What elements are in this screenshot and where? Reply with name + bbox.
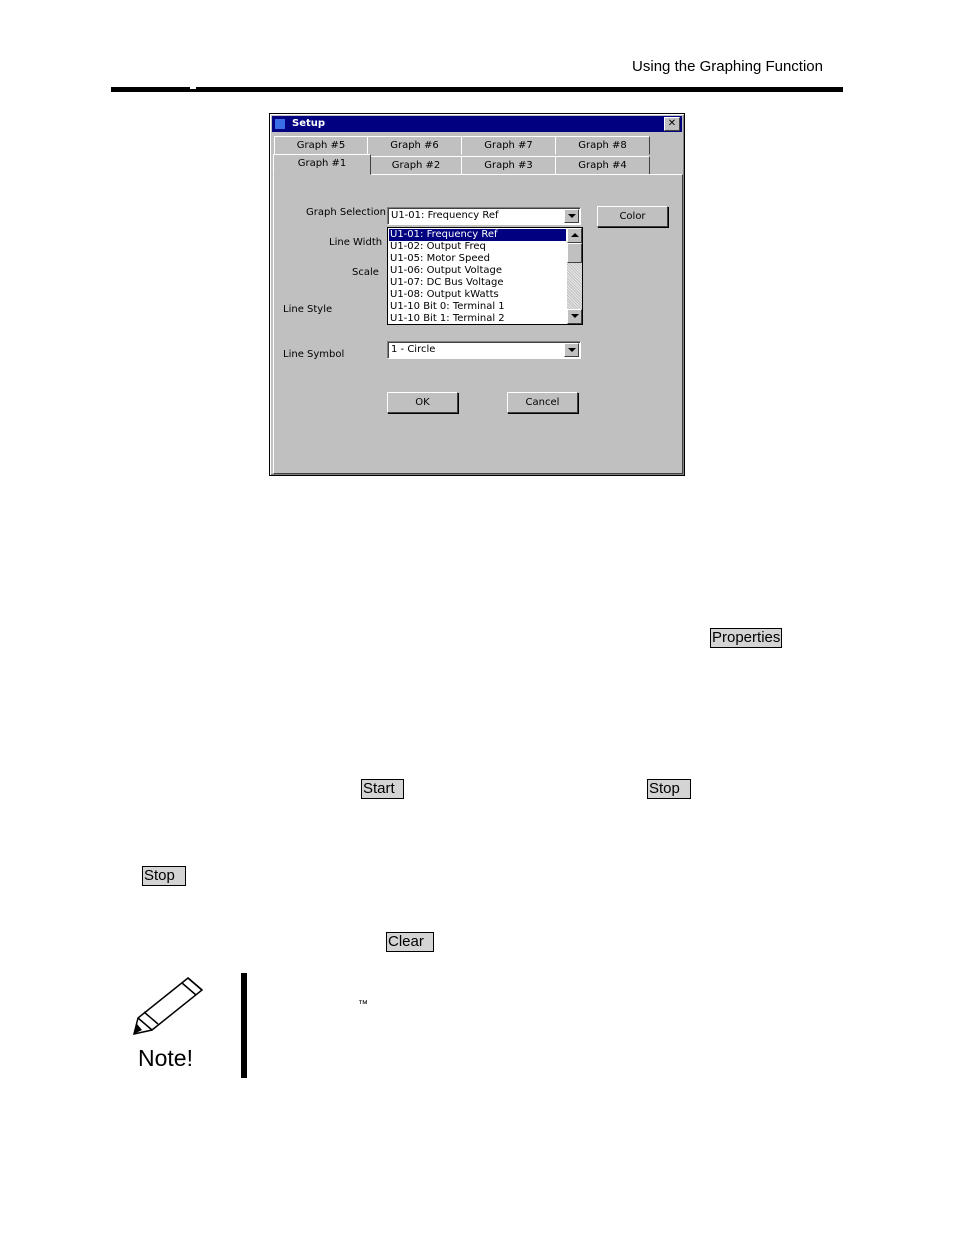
- line-style-label: Line Style: [283, 304, 333, 315]
- note-bar: [241, 973, 247, 1078]
- scroll-up-icon[interactable]: [567, 228, 582, 243]
- tab-graph-6[interactable]: Graph #6: [367, 136, 462, 155]
- dialog-titlebar[interactable]: [272, 116, 682, 132]
- stop-button-2: Stop: [142, 866, 186, 886]
- list-item[interactable]: U1-10 Bit 0: Terminal 1: [390, 301, 505, 312]
- tab-graph-1[interactable]: Graph #1: [273, 154, 371, 175]
- pencil-icon: [128, 974, 208, 1038]
- scroll-down-icon[interactable]: [567, 309, 582, 324]
- list-item[interactable]: U1-05: Motor Speed: [390, 253, 490, 264]
- start-button: Start: [361, 779, 404, 799]
- graph-selection-list[interactable]: [387, 227, 583, 325]
- tab-graph-3[interactable]: Graph #3: [461, 156, 556, 175]
- list-item[interactable]: U1-08: Output kWatts: [390, 289, 499, 300]
- dialog-title: Setup: [292, 118, 326, 129]
- list-item[interactable]: U1-06: Output Voltage: [390, 265, 502, 276]
- header-rule-notch: [190, 87, 196, 89]
- tab-graph-4[interactable]: Graph #4: [555, 156, 650, 175]
- list-item[interactable]: U1-01: Frequency Ref: [389, 229, 566, 241]
- graph-selection-label: Graph Selection: [306, 207, 386, 218]
- ok-button[interactable]: OK: [387, 392, 458, 413]
- chevron-down-icon[interactable]: [564, 343, 579, 357]
- trademark-symbol: ™: [358, 999, 368, 1010]
- line-symbol-label: Line Symbol: [283, 349, 345, 360]
- close-icon[interactable]: ✕: [664, 117, 680, 131]
- setup-dialog: [269, 113, 685, 476]
- tab-graph-5[interactable]: Graph #5: [274, 136, 368, 155]
- list-item[interactable]: U1-02: Output Freq: [390, 241, 486, 252]
- line-symbol-dropdown[interactable]: [387, 341, 581, 359]
- tab-graph-7[interactable]: Graph #7: [461, 136, 556, 155]
- tab-graph-8[interactable]: Graph #8: [555, 136, 650, 155]
- properties-button: Properties: [712, 629, 781, 646]
- header-rule: [111, 87, 843, 92]
- graph-selection-dropdown[interactable]: [387, 207, 581, 225]
- graph-selection-value: U1-01: Frequency Ref: [391, 210, 499, 221]
- line-width-label: Line Width: [329, 237, 383, 248]
- cancel-button[interactable]: Cancel: [507, 392, 578, 413]
- header-title: Using the Graphing Function: [632, 58, 823, 75]
- clear-button: Clear: [386, 932, 434, 952]
- scale-label: Scale: [352, 267, 379, 278]
- tab-graph-2[interactable]: Graph #2: [370, 156, 462, 175]
- note-label: Note!: [138, 1045, 193, 1071]
- app-icon: [275, 119, 285, 129]
- list-item[interactable]: U1-07: DC Bus Voltage: [390, 277, 504, 288]
- scroll-thumb[interactable]: [567, 243, 582, 263]
- color-button[interactable]: Color: [597, 206, 668, 227]
- line-symbol-value: 1 - Circle: [391, 344, 436, 355]
- stop-button: Stop: [647, 779, 691, 799]
- chevron-down-icon[interactable]: [564, 209, 579, 223]
- list-item[interactable]: U1-10 Bit 1: Terminal 2: [390, 313, 505, 324]
- list-scrollbar[interactable]: [567, 228, 582, 324]
